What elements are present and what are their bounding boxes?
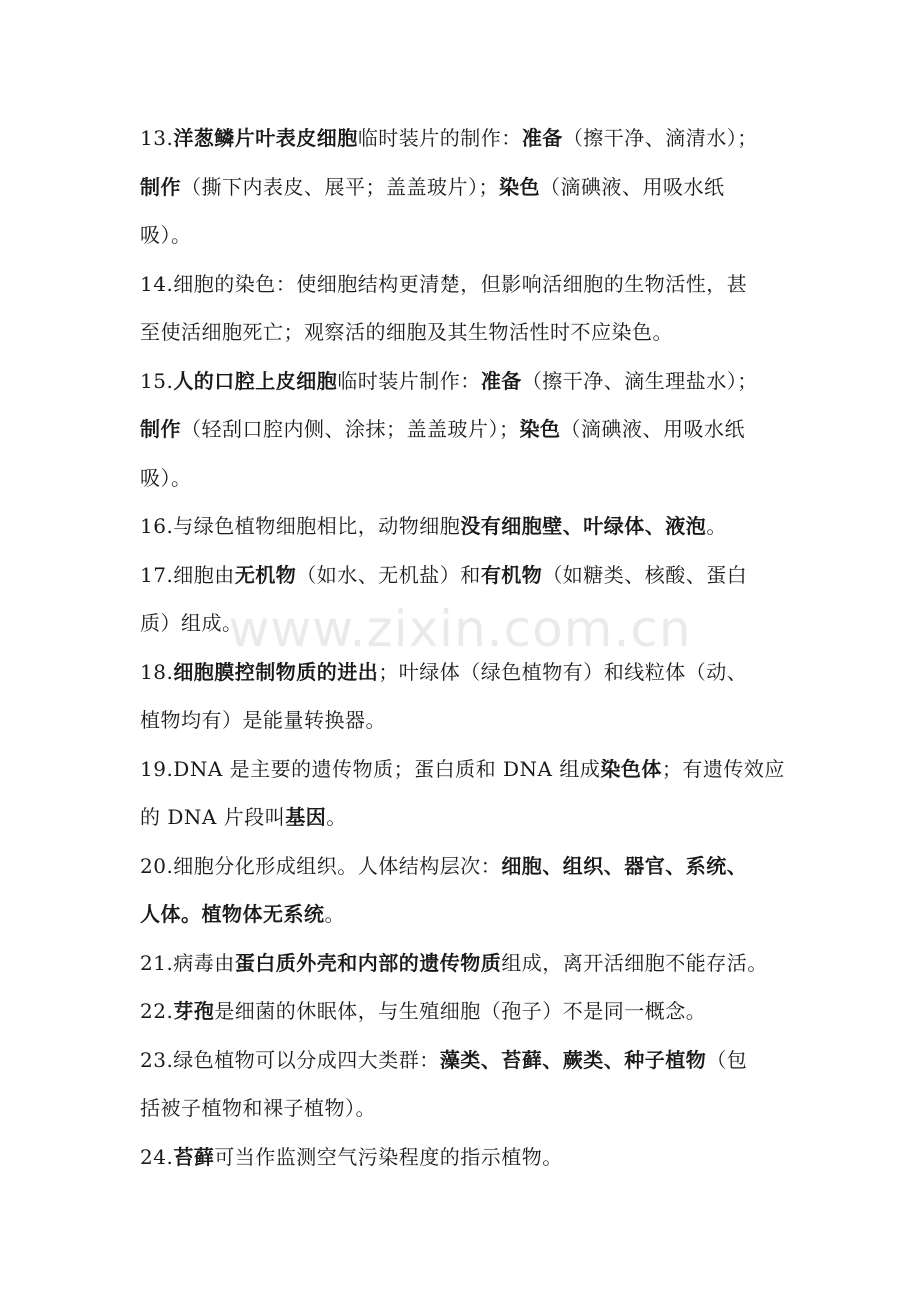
bold-text-segment: 基因: [285, 805, 327, 829]
text-segment: 。: [326, 805, 347, 829]
text-segment: 可当作监测空气污染程度的指示植物。: [214, 1144, 563, 1169]
text-line: [140, 890, 800, 939]
text-segment: 17.细胞由: [140, 562, 235, 587]
bold-text-segment: 苔藓: [173, 1144, 215, 1169]
text-segment: 括被子植物和裸子植物）。: [140, 1096, 376, 1120]
bold-text-segment: 染色: [499, 174, 540, 199]
document-body: [140, 114, 800, 1181]
bold-text-segment: 洋葱鳞片叶表皮细胞: [173, 126, 358, 150]
text-segment: （如糖类、核酸、蛋白: [542, 562, 748, 587]
text-segment: 质）组成。: [140, 611, 243, 635]
text-segment: （擦干净、滴生理盐水）；: [521, 368, 758, 393]
bold-text-segment: 藻类、苔藓、蕨类、种子植物: [439, 1047, 707, 1072]
text-segment: （撕下内表皮、展平；盖盖玻片）；: [181, 174, 499, 199]
text-segment: 至使活细胞死亡；观察活的细胞及其生物活性时不应染色。: [140, 320, 673, 344]
bold-text-segment: 人体。植物体无系统: [140, 902, 325, 926]
text-line: [140, 696, 800, 745]
text-segment: 的 DNA 片段叫: [140, 805, 286, 829]
text-line: [140, 745, 800, 794]
text-line: [140, 987, 800, 1036]
text-line: [140, 163, 800, 212]
text-line: [140, 308, 800, 357]
bold-text-segment: 染色体: [600, 756, 662, 781]
text-line: [140, 793, 800, 842]
text-segment: （轻刮口腔内侧、涂抹；盖盖玻片）；: [181, 417, 520, 441]
text-segment: 组成，离开活细胞不能存活。: [501, 950, 768, 975]
bold-text-segment: 准备: [521, 126, 563, 150]
text-segment: （包: [706, 1047, 748, 1072]
text-line: [140, 842, 800, 891]
text-segment: （擦干净、滴清水）；: [562, 126, 758, 150]
text-line: [140, 1133, 800, 1182]
text-line: [140, 260, 800, 309]
bold-text-segment: 无机物: [234, 562, 297, 587]
text-segment: （滴碘液、用吸水纸: [560, 417, 745, 441]
text-segment: ；叶绿体（绿色植物有）和线粒体（动、: [378, 659, 748, 684]
bold-text-segment: 芽孢: [173, 999, 215, 1023]
text-line: [140, 502, 800, 551]
text-line: [140, 939, 800, 988]
text-line: [140, 454, 800, 503]
text-segment: 吸）。: [140, 465, 192, 490]
text-segment: 18.: [140, 659, 174, 684]
text-line: [140, 1084, 800, 1133]
text-segment: 是细菌的休眠体，与生殖细胞（孢子）不是同一概念。: [214, 999, 707, 1023]
text-segment: ；有遗传效应: [661, 756, 785, 781]
text-segment: 19.DNA 是主要的遗传物质；蛋白质和 DNA 组成: [140, 756, 601, 781]
bold-text-segment: 没有细胞壁、叶绿体、液泡: [460, 514, 707, 538]
text-segment: 22.: [140, 999, 174, 1023]
text-line: [140, 551, 800, 600]
bold-text-segment: 制作: [140, 174, 181, 199]
text-segment: 。: [324, 902, 345, 926]
bold-text-segment: 有机物: [480, 562, 543, 587]
bold-text-segment: 准备: [480, 368, 522, 393]
text-segment: （滴碘液、用吸水纸: [540, 174, 725, 199]
text-segment: 临时装片的制作：: [357, 126, 522, 150]
text-segment: 21.病毒由: [140, 950, 235, 975]
text-segment: 20.细胞分化形成组织。人体结构层次：: [140, 853, 502, 878]
text-segment: 16.与绿色植物细胞相比，动物细胞: [140, 514, 461, 538]
text-segment: 吸）。: [140, 223, 192, 247]
bold-text-segment: 制作: [140, 417, 181, 441]
text-segment: 临时装片制作：: [337, 368, 481, 393]
bold-text-segment: 细胞、组织、器官、系统、: [501, 853, 748, 878]
text-segment: 15.: [140, 368, 174, 393]
text-line: [140, 648, 800, 697]
bold-text-segment: 细胞膜控制物质的进出: [173, 659, 379, 684]
text-line: [140, 1036, 800, 1085]
text-segment: 14.细胞的染色：使细胞结构更清楚，但影响活细胞的生物活性，甚: [140, 271, 748, 296]
bold-text-segment: 蛋白质外壳和内部的遗传物质: [234, 950, 502, 975]
text-segment: （如水、无机盐）和: [296, 562, 481, 587]
text-line: [140, 357, 800, 406]
text-line: [140, 405, 800, 454]
text-segment: 13.: [140, 126, 174, 150]
text-line: [140, 211, 800, 260]
text-line: [140, 599, 800, 648]
text-segment: 植物均有）是能量转换器。: [140, 708, 386, 732]
text-segment: 。: [706, 514, 727, 538]
bold-text-segment: 染色: [519, 417, 561, 441]
text-segment: 23.绿色植物可以分成四大类群：: [140, 1047, 440, 1072]
watermark: www.zixin.com.cn: [228, 600, 692, 658]
text-segment: 24.: [140, 1144, 174, 1169]
text-line: [140, 114, 800, 163]
bold-text-segment: 人的口腔上皮细胞: [173, 368, 338, 393]
